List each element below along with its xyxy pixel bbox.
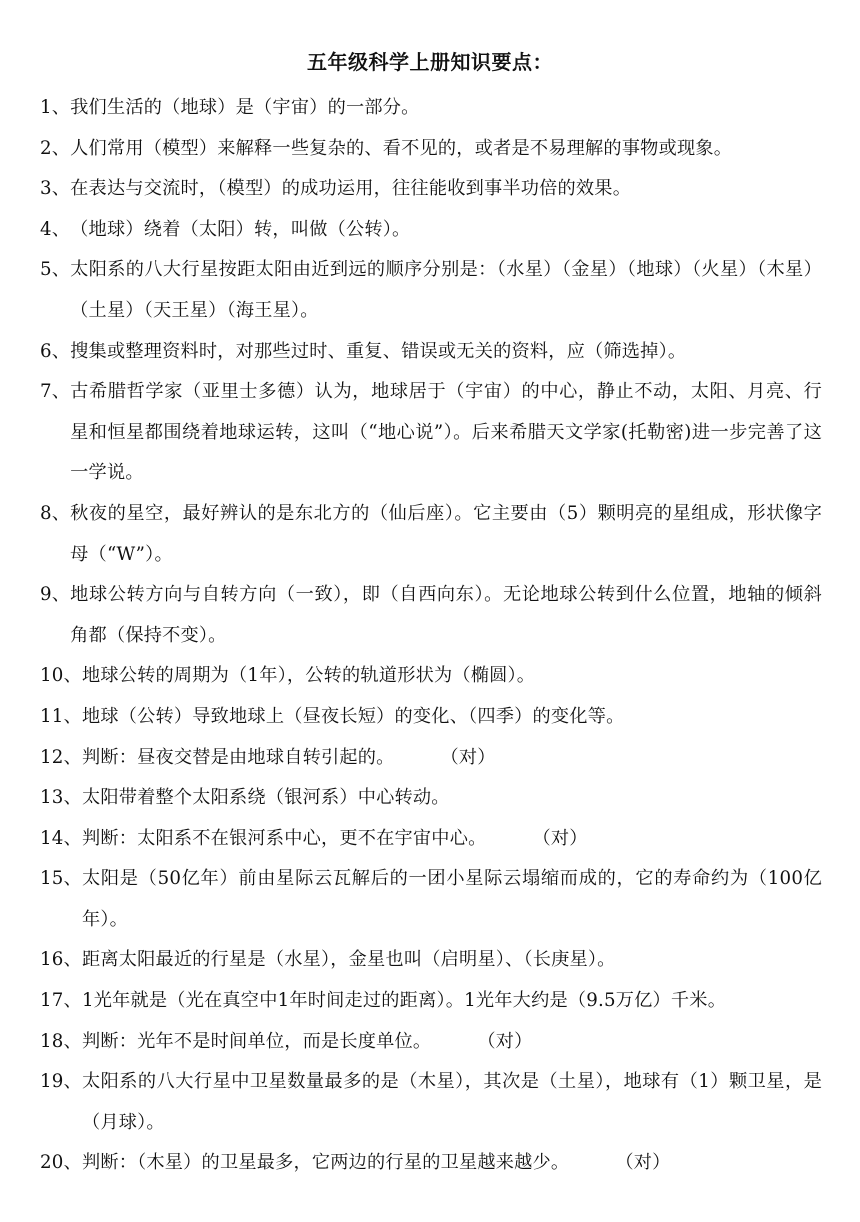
item-text	[82, 778, 822, 819]
answer-mark: （对）	[615, 1152, 671, 1174]
item-text-content: 判断：（木星）的卫星最多，它两边的行星的卫星越来越少。	[81, 1152, 570, 1174]
list-item	[40, 819, 822, 860]
item-text	[82, 940, 822, 981]
item-number: 11、	[40, 705, 82, 727]
list-item	[40, 332, 822, 373]
item-number: 6、	[40, 340, 71, 362]
item-number: 14、	[40, 827, 82, 849]
item-text	[82, 697, 822, 738]
list-item	[40, 575, 822, 656]
item-text-content: 人们常用（模型）来解释一些复杂的、看不见的，或者是不易理解的事物或现象。	[70, 137, 733, 159]
item-number: 1、	[40, 97, 71, 118]
item-text-content: 搜集或整理资料时，对那些过时、重复、错误或无关的资料，应（筛选掉）。	[70, 340, 687, 362]
item-number: 8、	[40, 502, 71, 524]
item-text	[70, 494, 822, 575]
item-number: 17、	[40, 990, 82, 1012]
list-item	[40, 250, 822, 331]
item-text-content: 判断：太阳系不在银河系中心，更不在宇宙中心。	[81, 827, 487, 849]
item-text-content: 我们生活的（地球）是（宇宙）的一部分。	[70, 97, 420, 118]
list-item	[40, 210, 822, 251]
list-item	[40, 1022, 822, 1063]
list-item	[40, 738, 822, 779]
item-number: 18、	[40, 1030, 82, 1052]
item-text	[82, 1022, 822, 1063]
item-number: 10、	[40, 665, 82, 687]
list-item	[40, 169, 822, 210]
item-text-content: 太阳带着整个太阳系绕（银河系）中心转动。	[81, 787, 450, 809]
item-text-content: 地球公转方向与自转方向（一致），即（自西向东）。无论地球公转到什么位置，地轴的倾斜角都（保持不变）。	[70, 584, 822, 646]
item-number: 13、	[40, 787, 82, 809]
list-item	[40, 1062, 822, 1143]
page-title: 五年级科学上册知识要点：	[307, 50, 553, 74]
list-item	[40, 372, 822, 494]
item-text-content: 1光年就是（光在真空中1年时间走过的距离）。1光年大约是（9.5万亿）千米。	[81, 990, 727, 1012]
list-item	[40, 940, 822, 981]
item-text	[70, 169, 822, 210]
item-text-content: 秋夜的星空，最好辨认的是东北方的（仙后座）。它主要由（5）颗明亮的星组成，形状像字母（“W”）。	[70, 502, 822, 565]
list-item	[40, 697, 822, 738]
answer-mark: （对）	[532, 827, 588, 849]
item-text-content: 地球（公转）导致地球上（昼夜长短）的变化、（四季）的变化等。	[81, 705, 625, 727]
item-text-content: （地球）绕着（太阳）转，叫做（公转）。	[70, 218, 411, 240]
item-text-content: 在表达与交流时，（模型）的成功运用，往往能收到事半功倍的效果。	[70, 178, 632, 200]
list-item	[40, 494, 822, 575]
item-text-content: 地球公转的周期为（1年），公转的轨道形状为（椭圆）。	[81, 665, 536, 687]
item-number: 20、	[40, 1152, 82, 1174]
item-text-content: 古希腊哲学家（亚里士多德）认为，地球居于（宇宙）的中心，静止不动，太阳、月亮、行星和恒星都围绕着地球运转，这叫（“地心说”）。后来希腊天文学家(托勒密)进一步完善了这一学说。	[70, 381, 822, 484]
item-text	[70, 372, 822, 494]
item-text	[82, 859, 822, 940]
item-number: 4、	[40, 218, 71, 240]
item-number: 15、	[40, 868, 82, 890]
list-item	[40, 981, 822, 1022]
list-item	[40, 88, 822, 129]
list-item	[40, 129, 822, 170]
list-item	[40, 1143, 822, 1184]
item-text	[70, 129, 822, 170]
item-number: 3、	[40, 178, 71, 200]
item-text	[70, 88, 822, 129]
item-number: 2、	[40, 137, 71, 159]
list-item	[40, 656, 822, 697]
knowledge-list	[40, 88, 822, 1184]
item-text-content: 太阳系的八大行星按距太阳由近到远的顺序分别是：（水星）（金星）（地球）（火星）（木星）（土星）（天王星）（海王星）。	[70, 259, 822, 321]
item-number: 5、	[40, 259, 71, 281]
item-text	[82, 981, 822, 1022]
item-number: 16、	[40, 949, 82, 971]
item-number: 7、	[40, 381, 71, 403]
item-text-content: 太阳是（50亿年）前由星际云瓦解后的一团小星际云塌缩而成的，它的寿命约为（100亿年）。	[81, 868, 822, 930]
item-text-content: 判断：昼夜交替是由地球自转引起的。	[81, 746, 395, 768]
list-item	[40, 778, 822, 819]
item-text	[82, 1143, 822, 1184]
item-text-content: 距离太阳最近的行星是（水星），金星也叫（启明星）、（长庚星）。	[81, 949, 616, 971]
item-number: 12、	[40, 746, 82, 768]
item-text	[82, 1062, 822, 1143]
item-text	[82, 819, 822, 860]
answer-mark: （对）	[477, 1030, 533, 1052]
item-text	[70, 575, 822, 656]
item-number: 9、	[40, 584, 71, 606]
item-number: 19、	[40, 1071, 82, 1093]
item-text	[82, 656, 822, 697]
item-text-content: 太阳系的八大行星中卫星数量最多的是（木星），其次是（土星），地球有（1）颗卫星，是（月球）。	[81, 1071, 822, 1133]
item-text	[82, 738, 822, 779]
item-text	[70, 250, 822, 331]
item-text	[70, 332, 822, 373]
list-item	[40, 859, 822, 940]
answer-mark: （对）	[440, 746, 496, 768]
item-text-content: 判断：光年不是时间单位，而是长度单位。	[81, 1030, 432, 1052]
item-text	[70, 210, 822, 251]
